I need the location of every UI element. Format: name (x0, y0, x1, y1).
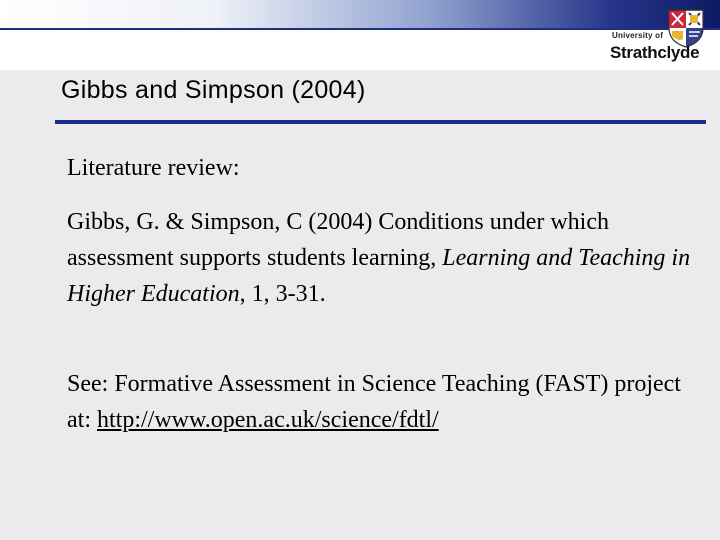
see-also (67, 366, 707, 438)
fast-project-link[interactable]: http://www.open.ac.uk/science/fdtl/ (97, 407, 439, 433)
slide-title: Gibbs and Simpson (2004) (61, 76, 366, 104)
citation-text: Gibbs, G. & Simpson, C (2004) Conditions under which assessment supports students learning, (67, 209, 610, 271)
university-logo (610, 6, 706, 66)
crest-icon (667, 6, 705, 48)
journal-name: Learning and Teaching in Higher Education (67, 245, 691, 307)
logo-line-1: University of (612, 31, 664, 40)
logo-line-2: Strathclyde (610, 43, 700, 62)
literature-label: Literature review: (67, 155, 240, 181)
citation-details: , 1, 3-31. (239, 281, 326, 307)
title-rule (55, 120, 706, 124)
citation (67, 204, 707, 312)
see-text: See: Formative Assessment in Science Teaching (FAST) project at: (67, 371, 681, 433)
